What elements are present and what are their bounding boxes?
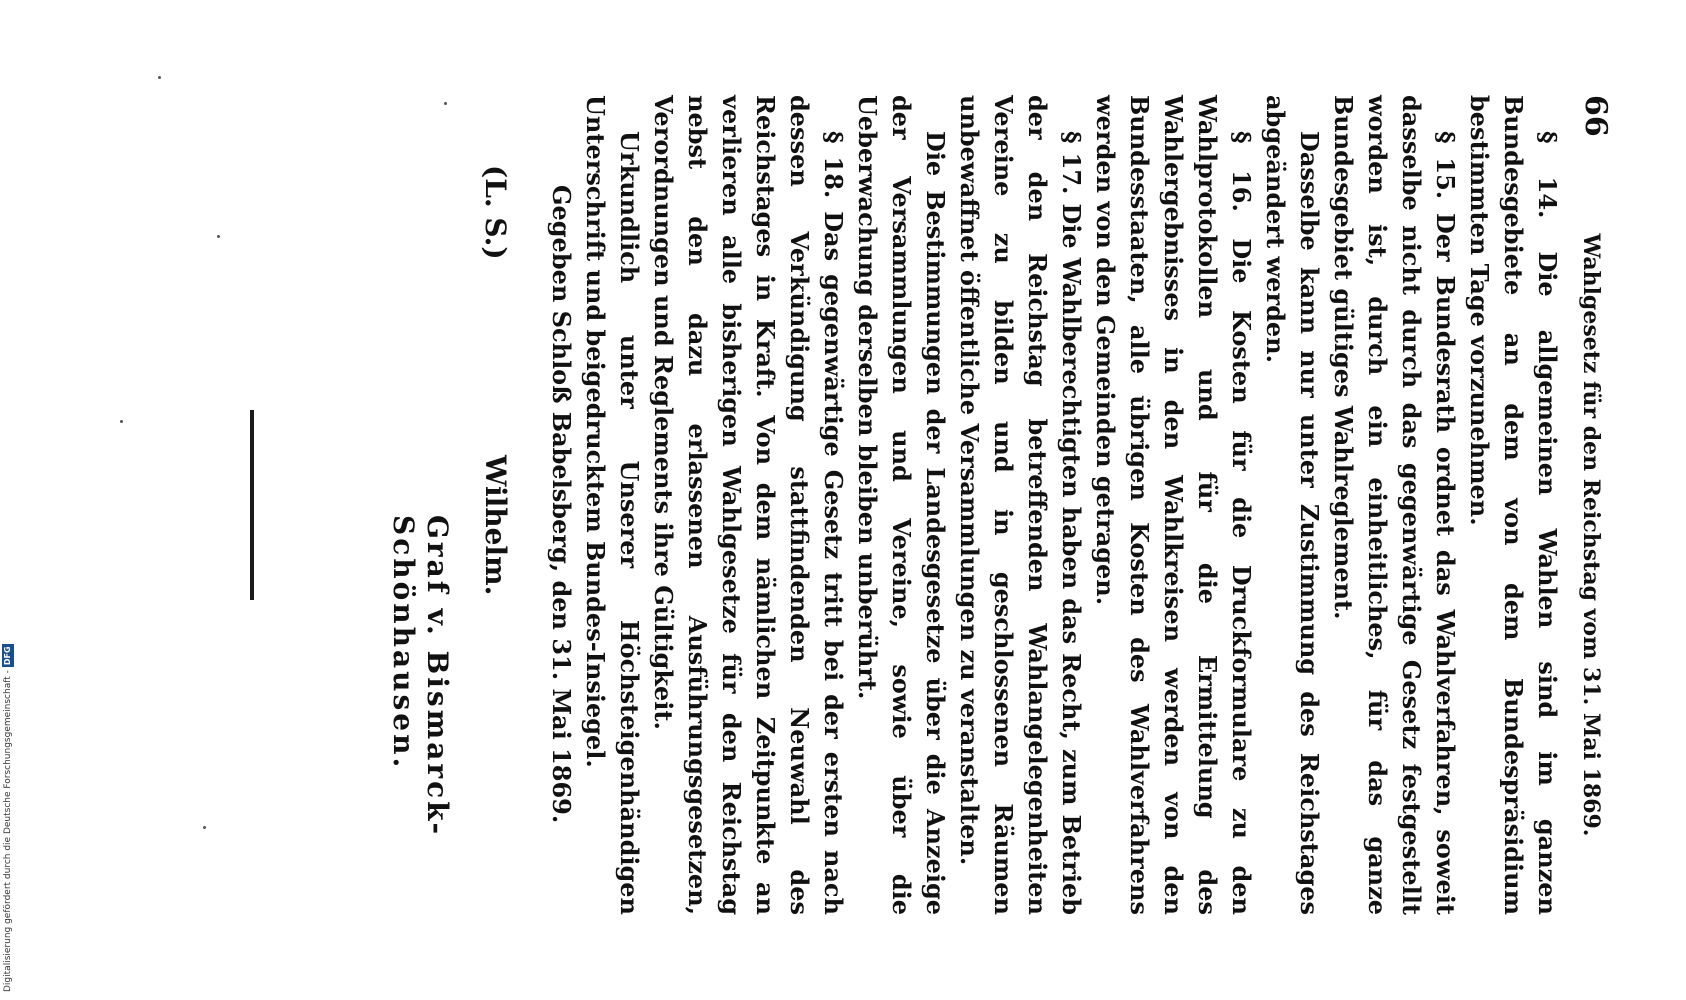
countersignature: Graf v. Bismarck-Schönhausen. [387, 515, 454, 838]
paragraph-17-provisions: Die Bestimmungen der Landesgesetze über die Anzeige der Versammlungen und Vereine, sowie über die Ueberwachung derselben bleiben unberührt. [853, 95, 950, 915]
rotated-text-block [387, 95, 1613, 915]
attestation: Urkundlich unter Unserer Höchsteigenhändigen Unterschrift und beigedrucktem Bundes-Insiegel. [581, 95, 644, 915]
page-number: 66 [1578, 95, 1613, 137]
paragraph-16: § 16. Die Kosten für die Druckformulare zu den Wahlprotokollen und für die Ermittelung des Wahlergebnisses in den Wahlkreisen werden von den Bundesstaaten, alle übrigen Kosten des Wahlverfahrens werden von den Gemeinden getragen. [1091, 95, 1256, 915]
seal-mark: (L. S.) [479, 165, 512, 260]
dfg-logo: DFG [3, 646, 12, 666]
scan-speck [217, 235, 220, 238]
paragraph-14: § 14. Die allgemeinen Wahlen sind im ganzen Bundesgebiete an dem von dem Bundespräsidium bestimmten Tage vorzunehmen. [1465, 95, 1562, 915]
sovereign-signature: Wilhelm. [479, 455, 512, 596]
running-head: Wahlgesetz für den Reichstag vom 31. Mai 1869. [1578, 233, 1604, 837]
paragraph-17: § 17. Die Wahlberechtigten haben das Recht, zum Betrieb der den Reichstag betreffenden Wahlangelegenheiten Vereine zu bilden und in geschlossenen Räumen unbewaffnet öffentliche Versammlungen zu veranstalten. [955, 95, 1086, 915]
scan-speck [203, 826, 206, 829]
paragraph-18: § 18. Das gegenwärtige Gesetz tritt bei der ersten nach dessen Verkündigung stattfindenden Neuwahl des Reichstages in Kraft. Von dem nämlichen Zeitpunkte an verlieren alle bisherigen Wahlgesetze für den Reichstag nebst den dazu erlassenen Ausführungsgesetzen, Verordnungen und Reglements ihre Gültigkeit. [649, 95, 848, 915]
vertical-rule [250, 410, 254, 600]
paragraph-15: § 15. Der Bundesrath ordnet das Wahlverfahren, soweit dasselbe nicht durch das gegenwärtige Gesetz festgestellt worden ist, durch ein einheitliches, für das ganze Bundesgebiet gültiges Wahlreglement. [1329, 95, 1460, 915]
paragraph-15-amendment: Dasselbe kann nur unter Zustimmung des Reichstages abgeändert werden. [1261, 95, 1324, 915]
place-date: Gegeben Schloß Babelsberg, den 31. Mai 1869. [547, 185, 576, 824]
scan-speck [444, 102, 447, 105]
digitization-footer [2, 612, 14, 992]
scan-speck [158, 76, 161, 79]
footer-text: Digitalisierung gefördert durch die Deutsche Forschungsgemeinschaft - [3, 670, 13, 992]
signature-block [387, 95, 532, 915]
scan-speck [120, 420, 123, 423]
page-header [1568, 95, 1612, 915]
